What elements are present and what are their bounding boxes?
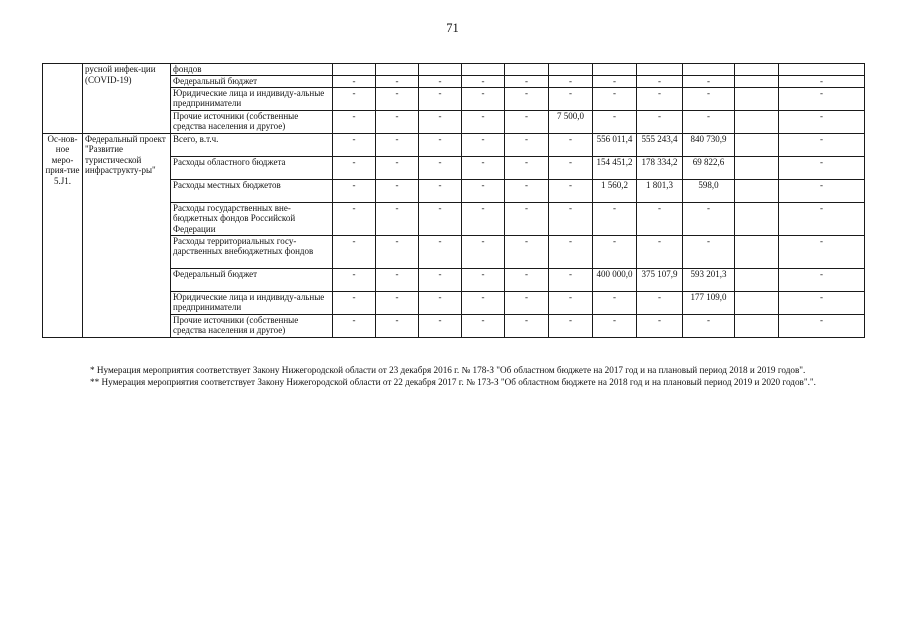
value-cell: - <box>549 75 593 87</box>
value-cell: - <box>683 75 735 87</box>
value-cell: 69 822,6 <box>683 156 735 179</box>
project-name-cell: Федеральный проект "Развитие туристической инфраструкту-ры" <box>83 133 171 337</box>
value-cell: - <box>505 268 549 291</box>
value-cell: - <box>549 291 593 314</box>
value-cell: - <box>376 268 419 291</box>
funding-source-cell: Юридические лица и индивиду-альные предприниматели <box>171 291 333 314</box>
value-cell: - <box>505 235 549 268</box>
value-cell: - <box>779 87 865 110</box>
value-cell: - <box>779 314 865 337</box>
value-cell: 1 801,3 <box>637 179 683 202</box>
value-cell <box>735 110 779 133</box>
value-cell: - <box>637 87 683 110</box>
footnotes <box>52 365 867 388</box>
value-cell: - <box>462 156 505 179</box>
value-cell <box>735 202 779 235</box>
value-cell: - <box>333 133 376 156</box>
value-cell: - <box>779 202 865 235</box>
funding-source-cell: Всего, в.т.ч. <box>171 133 333 156</box>
value-cell: - <box>419 202 462 235</box>
footnote-1: * Нумерация мероприятия соответствует Закону Нижегородской области от 23 декабря 2016 г. № 178-З "Об областном бюджете на 2017 год и на плановый период 2018 и 2019 годов". <box>90 365 806 375</box>
value-cell: - <box>779 110 865 133</box>
funding-source-cell: Расходы областного бюджета <box>171 156 333 179</box>
funding-source-cell: Расходы территориальных госу-дарственных внебюджетных фондов <box>171 235 333 268</box>
value-cell: - <box>779 156 865 179</box>
value-cell: - <box>376 87 419 110</box>
value-cell: - <box>333 314 376 337</box>
value-cell: - <box>376 314 419 337</box>
value-cell: - <box>462 291 505 314</box>
funding-source-cell: Прочие источники (собственные средства населения и другое) <box>171 314 333 337</box>
value-cell: - <box>779 268 865 291</box>
value-cell: - <box>683 87 735 110</box>
value-cell: 375 107,9 <box>637 268 683 291</box>
value-cell <box>593 64 637 76</box>
value-cell <box>637 64 683 76</box>
value-cell: - <box>333 268 376 291</box>
value-cell: - <box>462 268 505 291</box>
value-cell: - <box>376 235 419 268</box>
value-cell: - <box>549 87 593 110</box>
value-cell: 177 109,0 <box>683 291 735 314</box>
value-cell <box>505 64 549 76</box>
table-row <box>43 64 865 76</box>
value-cell: - <box>505 75 549 87</box>
value-cell: - <box>637 314 683 337</box>
value-cell <box>735 314 779 337</box>
value-cell: 178 334,2 <box>637 156 683 179</box>
value-cell: - <box>376 133 419 156</box>
value-cell: - <box>593 110 637 133</box>
value-cell: - <box>505 202 549 235</box>
value-cell: 555 243,4 <box>637 133 683 156</box>
value-cell: 840 730,9 <box>683 133 735 156</box>
funding-source-cell: Федеральный бюджет <box>171 75 333 87</box>
value-cell: - <box>419 291 462 314</box>
value-cell: - <box>419 75 462 87</box>
budget-table <box>42 63 865 338</box>
value-cell: - <box>419 314 462 337</box>
value-cell: - <box>593 314 637 337</box>
value-cell: - <box>549 268 593 291</box>
value-cell: - <box>505 314 549 337</box>
value-cell: - <box>637 110 683 133</box>
funding-source-cell: Прочие источники (собственные средства населения и другое) <box>171 110 333 133</box>
value-cell <box>735 87 779 110</box>
value-cell: - <box>333 291 376 314</box>
value-cell: - <box>593 202 637 235</box>
value-cell: - <box>462 87 505 110</box>
value-cell: - <box>462 235 505 268</box>
value-cell: - <box>779 75 865 87</box>
value-cell <box>735 268 779 291</box>
value-cell <box>735 235 779 268</box>
value-cell: - <box>505 133 549 156</box>
value-cell: - <box>333 156 376 179</box>
event-number-cell: Ос-нов-ное меро-прия-тие 5.J1. <box>43 133 83 337</box>
funding-source-cell: Федеральный бюджет <box>171 268 333 291</box>
value-cell: - <box>549 133 593 156</box>
value-cell: 598,0 <box>683 179 735 202</box>
value-cell <box>735 64 779 76</box>
value-cell: - <box>505 291 549 314</box>
budget-table-body <box>43 64 865 338</box>
value-cell: - <box>779 133 865 156</box>
value-cell: 7 500,0 <box>549 110 593 133</box>
value-cell <box>735 156 779 179</box>
value-cell: - <box>462 202 505 235</box>
value-cell <box>333 64 376 76</box>
value-cell: - <box>779 291 865 314</box>
value-cell: - <box>779 235 865 268</box>
funding-source-cell: Расходы местных бюджетов <box>171 179 333 202</box>
value-cell: - <box>683 235 735 268</box>
value-cell: - <box>376 75 419 87</box>
value-cell: - <box>593 75 637 87</box>
value-cell: - <box>462 179 505 202</box>
value-cell: - <box>376 156 419 179</box>
value-cell: 556 011,4 <box>593 133 637 156</box>
value-cell: 400 000,0 <box>593 268 637 291</box>
value-cell: 593 201,3 <box>683 268 735 291</box>
value-cell: - <box>637 75 683 87</box>
value-cell: - <box>779 179 865 202</box>
value-cell: - <box>462 314 505 337</box>
value-cell: - <box>333 235 376 268</box>
funding-source-cell: Юридические лица и индивиду-альные предприниматели <box>171 87 333 110</box>
value-cell <box>735 133 779 156</box>
value-cell: - <box>683 202 735 235</box>
value-cell <box>735 75 779 87</box>
event-number-cell <box>43 64 83 134</box>
value-cell: - <box>637 202 683 235</box>
value-cell: - <box>593 87 637 110</box>
value-cell: - <box>419 156 462 179</box>
value-cell: - <box>549 235 593 268</box>
value-cell: - <box>462 110 505 133</box>
value-cell <box>735 291 779 314</box>
value-cell: 1 560,2 <box>593 179 637 202</box>
value-cell <box>376 64 419 76</box>
value-cell: - <box>333 75 376 87</box>
value-cell: - <box>505 87 549 110</box>
value-cell: - <box>419 179 462 202</box>
funding-source-cell: фондов <box>171 64 333 76</box>
value-cell <box>779 64 865 76</box>
value-cell: - <box>637 291 683 314</box>
value-cell: - <box>376 179 419 202</box>
page-number: 71 <box>446 21 459 35</box>
value-cell: - <box>376 202 419 235</box>
value-cell: - <box>637 235 683 268</box>
value-cell: - <box>419 235 462 268</box>
project-name-cell: русной инфек-ции (COVID-19) <box>83 64 171 134</box>
footnote-2: ** Нумерация мероприятия соответствует Закону Нижегородской области от 22 декабря 2017 г. № 173-З "Об областном бюджете на 2018 год и на плановый период 2019 и 2020 годов".". <box>90 376 816 387</box>
value-cell: - <box>549 314 593 337</box>
value-cell: - <box>549 156 593 179</box>
value-cell: - <box>419 133 462 156</box>
value-cell: - <box>505 179 549 202</box>
value-cell <box>462 64 505 76</box>
value-cell: - <box>333 202 376 235</box>
value-cell: - <box>376 110 419 133</box>
table-row <box>43 133 865 156</box>
value-cell: - <box>549 202 593 235</box>
value-cell <box>549 64 593 76</box>
value-cell: - <box>549 179 593 202</box>
value-cell: - <box>376 291 419 314</box>
value-cell: - <box>419 110 462 133</box>
value-cell <box>735 179 779 202</box>
value-cell: - <box>593 291 637 314</box>
value-cell: - <box>419 87 462 110</box>
value-cell: - <box>333 110 376 133</box>
value-cell: - <box>683 110 735 133</box>
value-cell: - <box>462 133 505 156</box>
value-cell: - <box>333 87 376 110</box>
value-cell: - <box>419 268 462 291</box>
value-cell: - <box>505 156 549 179</box>
value-cell: - <box>505 110 549 133</box>
value-cell <box>419 64 462 76</box>
value-cell: - <box>462 75 505 87</box>
value-cell: 154 451,2 <box>593 156 637 179</box>
value-cell: - <box>683 314 735 337</box>
value-cell: - <box>333 179 376 202</box>
funding-source-cell: Расходы государственных вне-бюджетных фондов Российской Федерации <box>171 202 333 235</box>
value-cell: - <box>593 235 637 268</box>
value-cell <box>683 64 735 76</box>
